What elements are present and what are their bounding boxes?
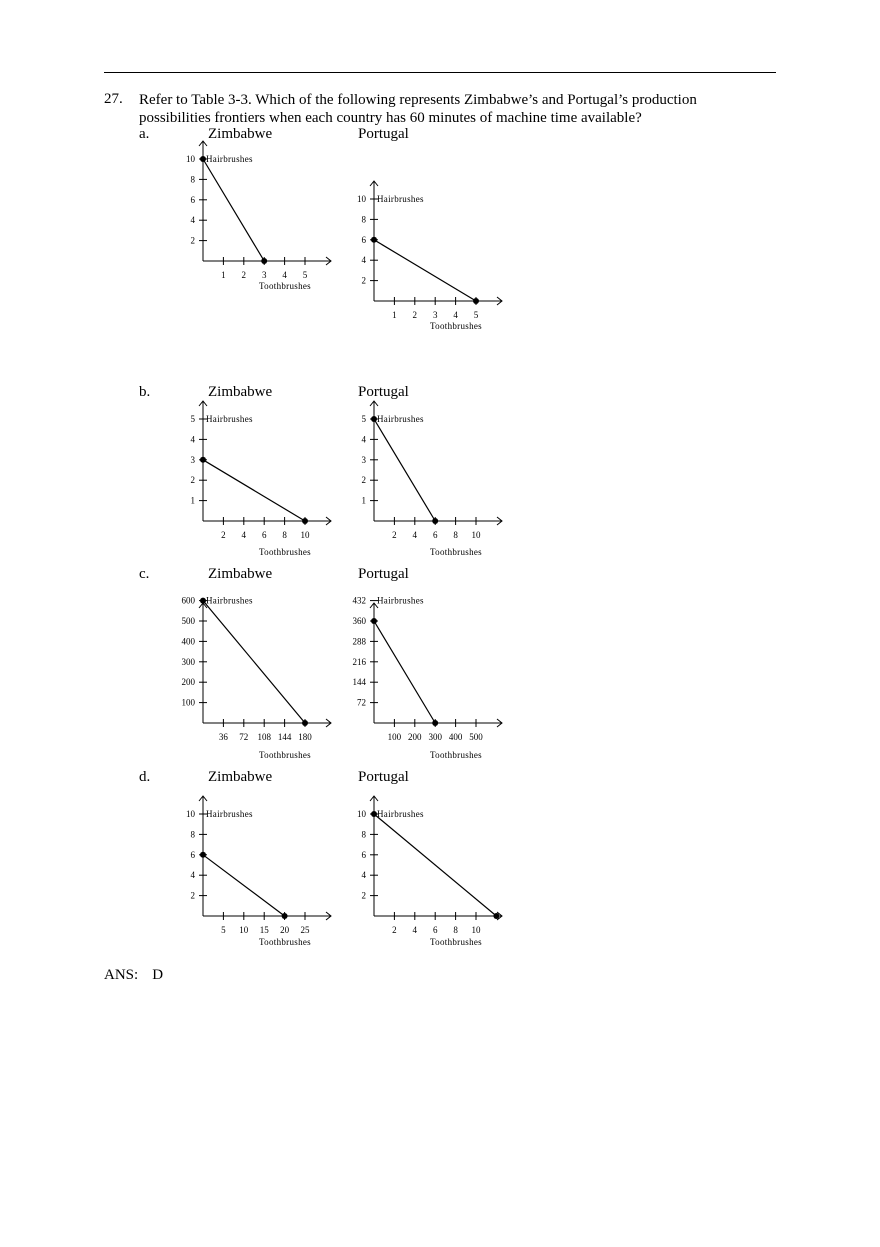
optb-zimbabwe-ytick-label: 5	[190, 414, 195, 424]
optb-zimbabwe-ytick-label: 1	[190, 495, 195, 506]
optd-portugal-xtick-label: 4	[412, 925, 418, 935]
optc-portugal-title: Portugal	[358, 566, 409, 582]
opta-zimbabwe-xtick-label: 2	[241, 270, 247, 280]
optd-portugal-ytick-label: 10	[357, 809, 366, 819]
opta-zimbabwe-ytick-label: 2	[190, 235, 195, 246]
optc-zimbabwe-xlabel: Toothbrushes	[259, 750, 311, 760]
opta-portugal-xtick-label: 5	[473, 310, 479, 320]
opta-zimbabwe-xtick-label: 3	[261, 270, 267, 280]
optd-portugal-ppf-line	[374, 814, 496, 916]
optc-portugal-xlabel: Toothbrushes	[430, 750, 482, 760]
answer-label: ANS:	[104, 967, 139, 983]
opta-portugal-ytick-label: 8	[361, 214, 366, 225]
opta-zimbabwe-xtick-label: 1	[221, 270, 226, 280]
opta-portugal-ytick-label: 6	[361, 234, 366, 245]
optc-portugal-xtick-label: 300	[428, 732, 442, 742]
optc-portugal-ytick-label: 72	[357, 697, 366, 708]
optc-zimbabwe-ppf-point-x	[302, 720, 308, 726]
optc-portugal-ytick-label: 360	[352, 616, 366, 626]
answer-value: D	[152, 967, 164, 983]
optb-portugal-ppf-point-x	[432, 518, 438, 524]
optd-portugal-ytick-label: 8	[361, 829, 366, 840]
question-number: 27.	[104, 91, 123, 107]
optb-portugal-xtick-label: 4	[412, 530, 418, 540]
optb-zimbabwe-xtick-label: 4	[241, 530, 247, 540]
optd-zimbabwe-xtick-label: 20	[280, 925, 290, 935]
optd-zimbabwe-ppf-line	[203, 855, 285, 916]
opta-portugal-ytick-label: 10	[357, 194, 366, 204]
optc-portugal-ppf-line	[374, 621, 435, 723]
optd-zimbabwe-ytick-label: 6	[190, 849, 195, 860]
optd-zimbabwe-title: Zimbabwe	[208, 769, 273, 785]
opta-zimbabwe-ytick-label: 6	[190, 194, 195, 205]
optc-zimbabwe-ytick-label: 300	[181, 656, 195, 667]
optd-portugal-xtick-label: 8	[453, 925, 458, 935]
optc-portugal-ppf-point-x	[432, 720, 438, 726]
optc-portugal-ytick-label: 144	[352, 677, 366, 688]
optd-zimbabwe-xtick-label: 5	[221, 925, 226, 935]
opta-portugal-xtick-label: 3	[432, 310, 438, 320]
optd-portugal-xtick-label: 6	[432, 925, 438, 935]
opta-portugal-xlabel: Toothbrushes	[430, 321, 482, 331]
optc-zimbabwe-ytick-label: 500	[181, 616, 195, 626]
opta-portugal-ppf-line	[374, 240, 476, 301]
optc-zimbabwe-xtick-label: 144	[277, 732, 292, 742]
optd-zimbabwe-xtick-label: 15	[259, 925, 269, 935]
option-b-label: b.	[139, 384, 151, 400]
optd-zimbabwe-xlabel: Toothbrushes	[259, 937, 311, 947]
optd-zimbabwe-ylabel: Hairbrushes	[206, 809, 253, 819]
optb-portugal-ytick-label: 4	[361, 434, 366, 445]
optc-portugal-ytick-label: 216	[352, 656, 366, 667]
opta-portugal-xtick-label: 1	[392, 310, 397, 320]
opta-zimbabwe-ppf-line	[203, 159, 264, 261]
opta-portugal-xtick-label: 2	[412, 310, 418, 320]
optb-portugal-xtick-label: 8	[453, 530, 458, 540]
opta-zimbabwe-ytick-label: 4	[190, 215, 195, 226]
optc-zimbabwe-title: Zimbabwe	[208, 566, 273, 582]
optb-zimbabwe-ytick-label: 2	[190, 475, 195, 486]
optd-zimbabwe-ytick-label: 4	[190, 870, 195, 881]
optb-zimbabwe-ppf-line	[203, 460, 305, 521]
optb-portugal-ytick-label: 3	[361, 454, 366, 465]
option-d-label: d.	[139, 769, 151, 785]
optb-zimbabwe-xtick-label: 6	[261, 530, 267, 540]
optd-portugal-ytick-label: 4	[361, 870, 366, 881]
option-c-label: c.	[139, 566, 150, 582]
optd-portugal-ylabel: Hairbrushes	[377, 809, 424, 819]
answer	[104, 967, 163, 984]
optc-zimbabwe-xtick-label: 108	[257, 732, 271, 742]
optc-zimbabwe-ylabel: Hairbrushes	[206, 595, 253, 606]
optb-zimbabwe-xtick-label: 2	[221, 530, 226, 540]
optc-portugal-ytick-label: 288	[352, 636, 366, 647]
optb-portugal-ylabel: Hairbrushes	[377, 414, 424, 424]
opta-zimbabwe-ytick-label: 10	[186, 154, 195, 164]
optb-portugal-xlabel: Toothbrushes	[430, 547, 482, 557]
optc-portugal-xtick-label: 100	[387, 732, 402, 742]
opta-zimbabwe-title: Zimbabwe	[208, 126, 273, 142]
optd-zimbabwe-xtick-label: 10	[239, 925, 249, 935]
optd-portugal-xtick-label: 10	[471, 925, 481, 935]
opta-portugal-ylabel: Hairbrushes	[377, 194, 424, 204]
opta-portugal-ytick-label: 2	[361, 275, 366, 286]
optc-zimbabwe-ytick-label: 600	[181, 595, 195, 606]
optb-zimbabwe-xtick-label: 10	[300, 530, 310, 540]
opta-portugal-ppf-point-y	[371, 237, 377, 243]
optb-portugal-xtick-label: 6	[432, 530, 438, 540]
optb-portugal-ppf-line	[374, 419, 435, 521]
opta-zimbabwe-ppf-point-x	[261, 258, 267, 264]
optb-zimbabwe-title: Zimbabwe	[208, 384, 273, 400]
optd-portugal-ppf-point-y	[371, 811, 377, 817]
optc-zimbabwe-ppf-point-y	[200, 598, 206, 604]
optc-zimbabwe-ytick-label: 100	[181, 697, 195, 708]
optd-zimbabwe-xtick-label: 25	[300, 925, 310, 935]
optc-zimbabwe-xtick-label: 72	[239, 732, 249, 742]
optc-zimbabwe-xtick-label: 36	[218, 732, 228, 742]
optc-zimbabwe-ppf-line	[203, 601, 305, 723]
optc-portugal-ytick-label: 432	[352, 595, 366, 606]
optd-portugal-ppf-point-x	[493, 913, 499, 919]
optc-zimbabwe-xtick-label: 180	[298, 732, 312, 742]
optd-portugal-xlabel: Toothbrushes	[430, 937, 482, 947]
optb-zimbabwe-ytick-label: 3	[190, 454, 195, 465]
optc-portugal-xtick-label: 400	[448, 732, 463, 742]
opta-zimbabwe-xtick-label: 5	[302, 270, 308, 280]
optd-portugal-xtick-label: 2	[392, 925, 397, 935]
optb-zimbabwe-ppf-point-y	[200, 457, 206, 463]
optb-portugal-ppf-point-y	[371, 416, 377, 422]
optd-zimbabwe-ppf-point-x	[282, 913, 288, 919]
opta-zimbabwe-ylabel: Hairbrushes	[206, 154, 253, 164]
opta-zimbabwe-ppf-point-y	[200, 156, 206, 162]
optb-portugal-ytick-label: 2	[361, 475, 366, 486]
opta-portugal-title: Portugal	[358, 126, 409, 142]
opta-zimbabwe-xlabel: Toothbrushes	[259, 281, 311, 291]
opta-portugal-ytick-label: 4	[361, 255, 366, 266]
optb-zimbabwe-ppf-point-x	[302, 518, 308, 524]
optc-zimbabwe-ytick-label: 200	[181, 677, 195, 688]
opta-portugal-xtick-label: 4	[453, 310, 458, 320]
optb-zimbabwe-ylabel: Hairbrushes	[206, 414, 253, 424]
optd-portugal-title: Portugal	[358, 769, 409, 785]
optd-zimbabwe-ytick-label: 8	[190, 829, 195, 840]
optd-zimbabwe-ytick-label: 10	[186, 809, 195, 819]
optc-portugal-xtick-label: 500	[469, 732, 483, 742]
optc-portugal-ylabel: Hairbrushes	[377, 595, 424, 606]
optb-zimbabwe-ytick-label: 4	[190, 434, 195, 445]
optb-portugal-title: Portugal	[358, 384, 409, 400]
optb-portugal-xtick-label: 2	[392, 530, 397, 540]
optd-zimbabwe-ppf-point-y	[200, 852, 206, 858]
optb-zimbabwe-xtick-label: 8	[282, 530, 287, 540]
optc-zimbabwe-ytick-label: 400	[181, 636, 195, 647]
optd-portugal-ytick-label: 2	[361, 890, 366, 901]
question-text: Refer to Table 3-3. Which of the following represents Zimbabwe’s and Portugal’s production possibilities frontiers when each country has 60 minutes of machine time available?	[139, 92, 697, 126]
opta-portugal-ppf-point-x	[473, 298, 479, 304]
optb-portugal-xtick-label: 10	[471, 530, 481, 540]
optb-portugal-ytick-label: 1	[361, 495, 366, 506]
optc-portugal-ppf-point-y	[371, 618, 377, 624]
optd-zimbabwe-ytick-label: 2	[190, 890, 195, 901]
optd-portugal-ytick-label: 6	[361, 849, 366, 860]
optb-portugal-ytick-label: 5	[361, 414, 366, 424]
opta-zimbabwe-ytick-label: 8	[190, 174, 195, 185]
optc-portugal-xtick-label: 200	[408, 732, 422, 742]
option-a-label: a.	[139, 126, 150, 142]
optb-zimbabwe-xlabel: Toothbrushes	[259, 547, 311, 557]
opta-zimbabwe-xtick-label: 4	[282, 270, 287, 280]
